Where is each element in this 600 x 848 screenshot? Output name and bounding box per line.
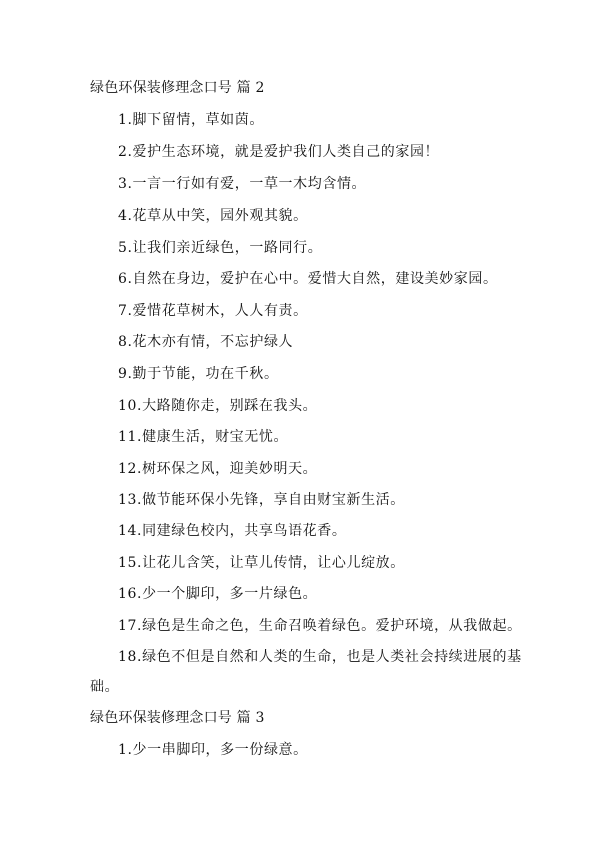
slogan-item: 8.花木亦有情，不忘护绿人 bbox=[118, 334, 294, 350]
section-heading: 绿色环保装修理念口号 篇 3 bbox=[90, 710, 265, 726]
slogan-item: 13.做节能环保小先锋，享自由财宝新生活。 bbox=[118, 492, 405, 508]
slogan-item: 11.健康生活，财宝无忧。 bbox=[118, 429, 289, 445]
slogan-item: 12.树环保之风，迎美妙明天。 bbox=[118, 461, 318, 477]
slogan-item: 3.一言一行如有爱，一草一木均含情。 bbox=[118, 176, 367, 192]
slogan-item: 14.同建绿色校内，共享鸟语花香。 bbox=[118, 523, 347, 539]
slogan-item: 5.让我们亲近绿色，一路同行。 bbox=[118, 240, 323, 256]
slogan-item-continuation: 础。 bbox=[90, 679, 120, 695]
slogan-item: 1.少一串脚印，多一份绿意。 bbox=[118, 742, 308, 758]
slogan-item: 10.大路随你走，别踩在我头。 bbox=[118, 398, 318, 414]
slogan-item: 16.少一个脚印，多一片绿色。 bbox=[118, 586, 318, 602]
slogan-item: 15.让花儿含笑，让草儿传情，让心儿绽放。 bbox=[118, 555, 405, 571]
slogan-item: 2.爱护生态环境，就是爱护我们人类自己的家园！ bbox=[118, 144, 440, 160]
slogan-item: 6.自然在身边，爱护在心中。爱惜大自然，建设美妙家园。 bbox=[118, 271, 498, 287]
slogan-item: 18.绿色不但是自然和人类的生命，也是人类社会持续进展的基 bbox=[118, 649, 522, 665]
slogan-item: 17.绿色是生命之色，生命召唤着绿色。爱护环境，从我做起。 bbox=[118, 618, 522, 634]
slogan-item: 4.花草从中笑，园外观其貌。 bbox=[118, 208, 308, 224]
slogan-item: 9.勤于节能，功在千秋。 bbox=[118, 366, 279, 382]
slogan-item: 1.脚下留情，草如茵。 bbox=[118, 112, 264, 128]
slogan-item: 7.爱惜花草树木，人人有责。 bbox=[118, 303, 308, 319]
section-heading: 绿色环保装修理念口号 篇 2 bbox=[90, 80, 265, 96]
